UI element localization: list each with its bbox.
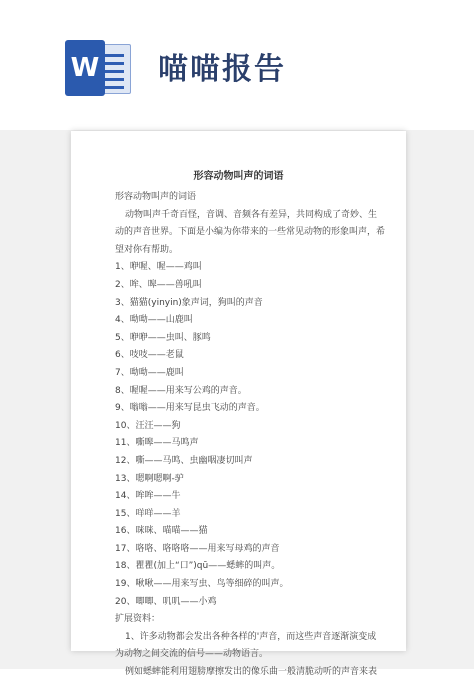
app-title: 喵喵报告: [158, 52, 286, 87]
document-body: [115, 189, 386, 682]
list-item: 17、咯咯、咯咯咯——用来写母鸡的声音: [115, 543, 280, 554]
list-item: 10、汪汪——狗: [115, 420, 181, 431]
list-item: 20、唧唧、叽叽——小鸡: [115, 596, 217, 607]
list-item: 1、咿喔、喔——鸡叫: [115, 262, 202, 273]
logo-letter: W: [65, 40, 105, 96]
list-item: 2、哞、嗥——兽吼叫: [115, 279, 202, 290]
body-line: 望对你有帮助。: [115, 244, 179, 255]
list-item: 5、咿咿——虫叫、豚鸣: [115, 332, 211, 343]
list-item: 6、吱吱——老鼠: [115, 350, 184, 361]
list-item: 13、嗯啊嗯啊-驴: [115, 473, 184, 484]
extension-heading: 扩展资料：: [115, 614, 161, 625]
list-item: 7、呦呦——鹿叫: [115, 367, 184, 378]
list-item: 12、嘶——马鸣、虫幽咽凄切叫声: [115, 455, 253, 466]
list-item: 11、嘶嗥——马鸣声: [115, 438, 199, 449]
list-item: 4、呦呦——山鹿叫: [115, 315, 193, 326]
body-line: 例如蟋蟀能利用翅膀摩擦发出的像乐曲一般清脆动听的声音来表: [125, 667, 378, 678]
list-item: 3、猫猫(yinyin)象声词，狗叫的声音: [115, 297, 263, 308]
document-page: [71, 131, 406, 678]
list-item: 15、咩咩——羊: [115, 508, 181, 519]
header-banner: [0, 0, 474, 130]
body-line: 形容动物叫声的词语: [115, 192, 197, 202]
list-item: 18、瞿瞿(加上“口”)qū——蟋蟀的叫声。: [115, 561, 281, 572]
list-item: 9、嗡嗡——用来写昆虫飞动的声音。: [115, 403, 265, 414]
word-logo-icon: [63, 40, 133, 96]
list-item: 16、咪咪、喵喵——猫: [115, 526, 208, 537]
body-line: 动的声音世界。下面是小编为你带来的一些常见动物的形象叫声，希: [115, 227, 386, 238]
list-item: 19、啾啾——用来写虫、鸟等细碎的叫声。: [115, 579, 289, 590]
list-item: 8、喔喔——用来写公鸡的声音。: [115, 385, 247, 396]
body-line: 动物叫声千奇百怪，音调、音频各有差异，共同构成了奇妙、生: [125, 209, 378, 220]
body-line: 1、许多动物都会发出各种各样的'声音，而这些声音逐渐演变成: [125, 631, 377, 642]
list-item: 14、哞哞——牛: [115, 491, 181, 502]
body-line: 为动物之间交流的信号——动物语言。: [115, 649, 269, 660]
document-title: 形容动物叫声的词语: [193, 171, 284, 182]
